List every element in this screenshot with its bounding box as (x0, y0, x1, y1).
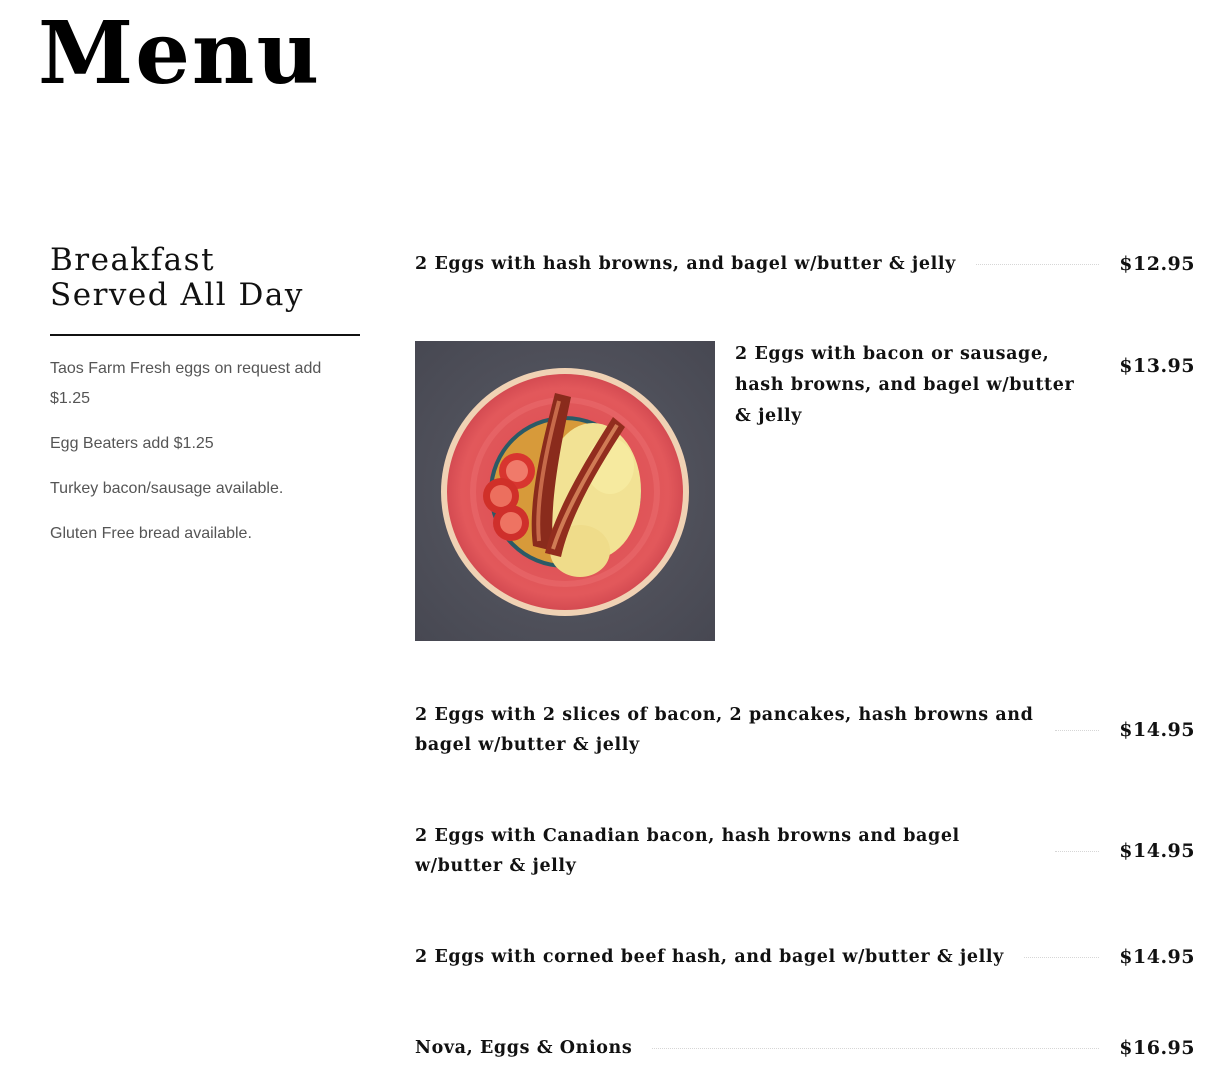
price-leader (976, 264, 1099, 265)
menu-item-name: 2 Eggs with bacon or sausage, hash browns, and bagel w/butter & jelly (735, 344, 1075, 426)
note-egg-beaters: Egg Beaters add $1.25 (50, 435, 214, 452)
menu-item-price: $14.95 (1119, 946, 1195, 968)
menu-item-name: 2 Eggs with hash browns, and bagel w/butter & jelly (415, 254, 956, 274)
menu-item (415, 249, 1195, 279)
note-turkey: Turkey bacon/sausage available. (50, 480, 284, 497)
note-gluten-free: Gluten Free bread available. (50, 525, 252, 542)
menu-item-name: 2 Eggs with Canadian bacon, hash browns and bagel w/butter & jelly (415, 826, 960, 876)
note-farm-eggs: Taos Farm Fresh eggs on request add $1.25 (50, 360, 322, 407)
page-title: Menu (38, 3, 321, 104)
menu-item (415, 942, 1195, 972)
menu-item-price: $14.95 (1119, 840, 1195, 862)
section-sidebar (50, 243, 360, 564)
menu-item-price: $12.95 (1119, 253, 1195, 275)
menu-item-name: Nova, Eggs & Onions (415, 1038, 633, 1058)
price-leader (1055, 851, 1099, 852)
menu-item-price: $13.95 (1119, 355, 1195, 377)
menu-item (415, 700, 1195, 760)
menu-item (415, 1033, 1195, 1063)
section-divider (50, 334, 360, 336)
price-leader (652, 1048, 1099, 1049)
section-heading: Breakfast Served All Day (50, 242, 304, 313)
price-leader (1055, 730, 1099, 731)
menu-item-name: 2 Eggs with corned beef hash, and bagel w/butter & jelly (415, 947, 1004, 967)
food-photo[interactable] (415, 341, 715, 641)
menu-item-price: $14.95 (1119, 719, 1195, 741)
menu-item-price: $16.95 (1119, 1037, 1195, 1059)
section-notes (50, 354, 360, 549)
menu-item-featured (415, 341, 1195, 641)
price-leader (1024, 957, 1099, 958)
menu-item (415, 821, 1195, 881)
menu-item-name: 2 Eggs with 2 slices of bacon, 2 pancakes, hash browns and bagel w/butter & jelly (415, 705, 1034, 755)
